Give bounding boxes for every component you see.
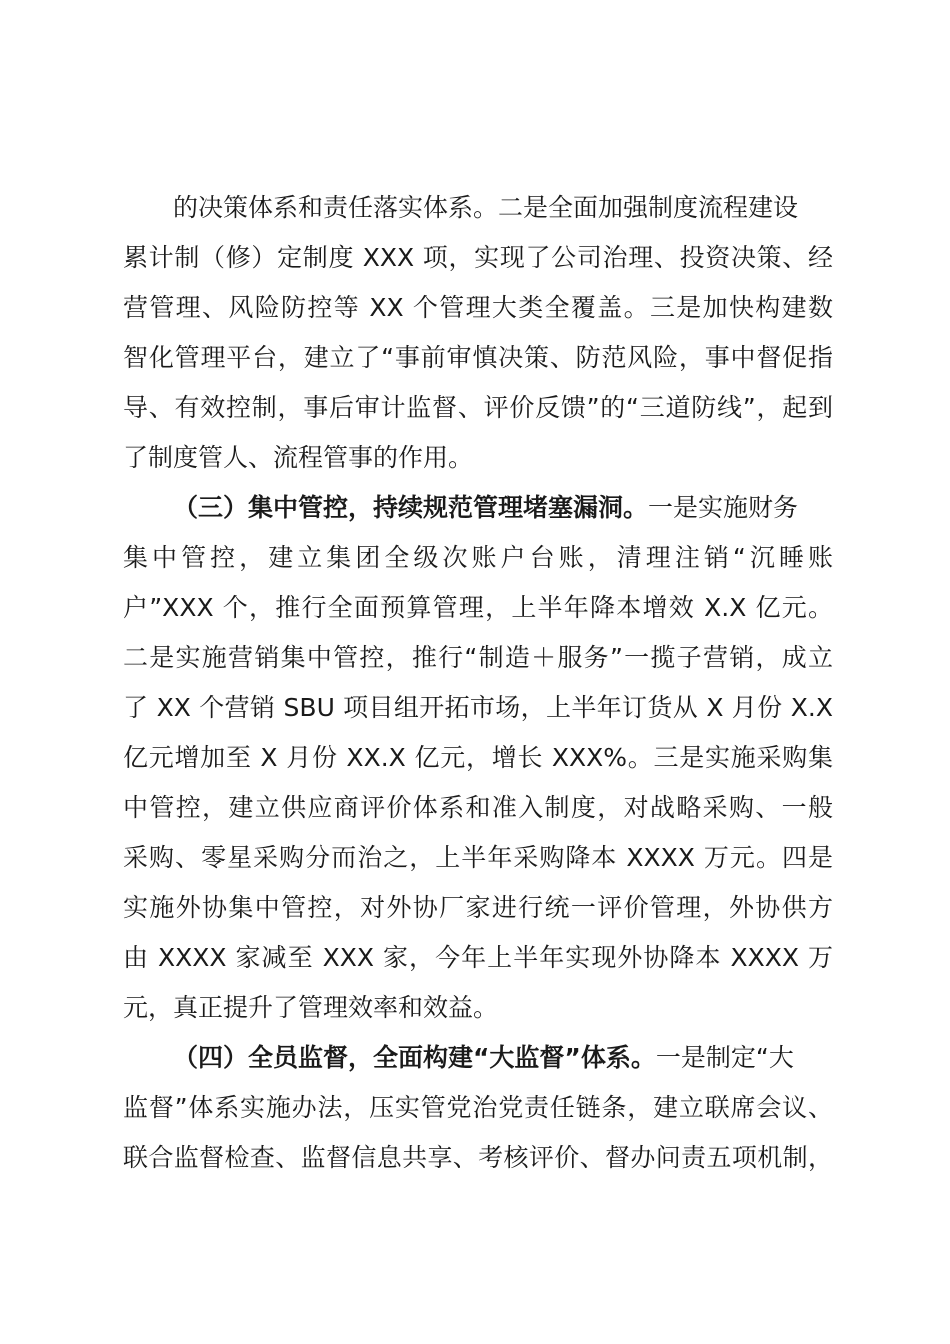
paragraph-line: 二是实施营销集中管控，推行“制造＋服务”一揽子营销，成立 [123, 643, 833, 672]
paragraph-line: 的决策体系和责任落实体系。二是全面加强制度流程建设 [173, 193, 799, 222]
paragraph-line: 元，真正提升了管理效率和效益。 [123, 993, 499, 1022]
section-4-heading: （四）全员监督，全面构建“大监督”体系。 [173, 1043, 656, 1072]
paragraph-line: 户”XXX 个，推行全面预算管理，上半年降本增效 X.X 亿元。 [123, 593, 833, 622]
paragraph-line: 集中管控，建立集团全级次账户台账，清理注销“沉睡账 [123, 543, 833, 572]
paragraph-line: 监督”体系实施办法，压实管党治党责任链条，建立联席会议、 [123, 1093, 833, 1122]
paragraph-line: 智化管理平台，建立了“事前审慎决策、防范风险，事中督促指 [123, 343, 833, 372]
paragraph-line: 中管控，建立供应商评价体系和准入制度，对战略采购、一般 [123, 793, 833, 822]
section-4-first-line [123, 1033, 833, 1083]
paragraph-line: 采购、零星采购分而治之，上半年采购降本 XXXX 万元。四是 [123, 843, 833, 872]
paragraph-line: 联合监督检查、监督信息共享、考核评价、督办问责五项机制， [123, 1143, 833, 1172]
paragraph-line: 由 XXXX 家减至 XXX 家，今年上半年实现外协降本 XXXX 万 [123, 943, 833, 972]
section-3-heading: （三）集中管控，持续规范管理堵塞漏洞。 [173, 493, 649, 522]
paragraph-line: 了 XX 个营销 SBU 项目组开拓市场，上半年订货从 X 月份 X.X [123, 693, 833, 722]
section-3-first-line [123, 483, 833, 533]
paragraph-line: 营管理、风险防控等 XX 个管理大类全覆盖。三是加快构建数 [123, 293, 833, 322]
paragraph-line: 了制度管人、流程管事的作用。 [123, 443, 474, 472]
section-3-lead-text: 一是实施财务 [648, 493, 799, 522]
section-4-lead-text: 一是制定“大 [655, 1043, 794, 1072]
document-body [123, 183, 833, 1183]
paragraph-line: 导、有效控制，事后审计监督、评价反馈”的“三道防线”，起到 [123, 393, 833, 422]
paragraph-line: 累计制（修）定制度 XXX 项，实现了公司治理、投资决策、经 [123, 243, 833, 272]
paragraph-line: 亿元增加至 X 月份 XX.X 亿元，增长 XXX%。三是实施采购集 [123, 743, 833, 772]
paragraph-line: 实施外协集中管控，对外协厂家进行统一评价管理，外协供方 [123, 893, 833, 922]
